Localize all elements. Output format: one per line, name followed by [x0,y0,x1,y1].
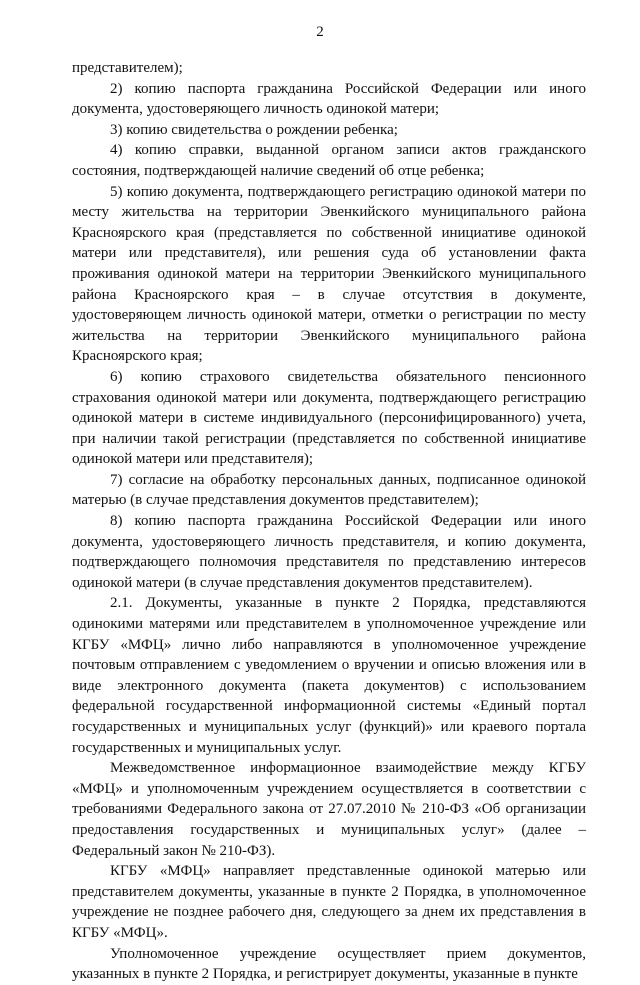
paragraph-continuation: представителем); [72,60,183,76]
acceptance-paragraph: Уполномоченное учреждение осуществляет прием документов, указанных в пункте 2 Порядка, и регистрирует документы, указанные в пункте [72,945,586,983]
list-item-3-birth-certificate: 3) копию свидетельства о рождении ребенка; [110,121,398,138]
interagency-paragraph: Межведомственное информационное взаимодействие между КГБУ «МФЦ» и уполномоченным учреждением осуществляется в соответствии с требованиями Федерального закона от 27.07.2010 № 210-ФЗ «Об организации предоставления государственных и муниципальных услуг» (далее – Федеральный закон № 210-ФЗ). [72,760,586,859]
list-item-8-representative-documents: 8) копию паспорта гражданина Российской Федерации или иного документа, удостоверяющего личность представителя, и копию документа, подтверждающего полномочия представителя по представлению интересов одинокой матери (в случае представления документов представителем). [72,513,586,591]
list-item-5-residence-registration: 5) копию документа, подтверждающего регистрацию одинокой матери по месту жительства на территории Эвенкийского муниципального района Красноярского края (представляется по собственной инициативе одинокой матери или представителя), или решения суда об установлении факта проживания одинокой матери на территории Эвенкийского муниципального района Красноярского края – в случае отсутствия в документе, удостоверяющем личность одинокой матери, отметки о регистрации по месту жительства на территории Эвенкийского муниципального района Красноярского края; [72,183,586,365]
list-item-7-data-consent: 7) согласие на обработку персональных данных, подписанное одинокой матерью (в случае представления документов представителем); [72,471,586,509]
list-item-6-pension-insurance: 6) копию страхового свидетельства обязательного пенсионного страхования одинокой матери или документа, подтверждающего регистрацию одинокой матери в системе индивидуального (персонифицированного) учета, при наличии такой регистрации (представляется по собственной инициативе одинокой матери или представителя); [72,368,586,468]
section-2-1-paragraph: 2.1. Документы, указанные в пункте 2 Порядка, представляются одинокими матерями или представителем в уполномоченное учреждение или КГБУ «МФЦ» лично либо направляются в уполномоченное учреждение почтовым отправлением с уведомлением о вручении и описью вложения или в виде электронного документа (пакета документов) с использованием федеральной государственной информационной системы «Единый портал государственных и муниципальных услуг (функций)» или краевого портала государственных и муниципальных услуг. [72,595,586,756]
document-body [72,58,586,985]
mfc-forwarding-paragraph: КГБУ «МФЦ» направляет представленные одинокой матерью или представителем документы, указанные в пункте 2 Порядка, в уполномоченное учреждение не позднее рабочего дня, следующего за днем их представления в КГБУ «МФЦ». [72,863,586,941]
list-item-2-passport: 2) копию паспорта гражданина Российской Федерации или иного документа, удостоверяющего личность одинокой матери; [72,80,586,118]
page-number: 2 [316,24,324,40]
list-item-4-registry-certificate: 4) копию справки, выданной органом записи актов гражданского состояния, подтверждающей наличие сведений об отце ребенка; [72,142,586,179]
